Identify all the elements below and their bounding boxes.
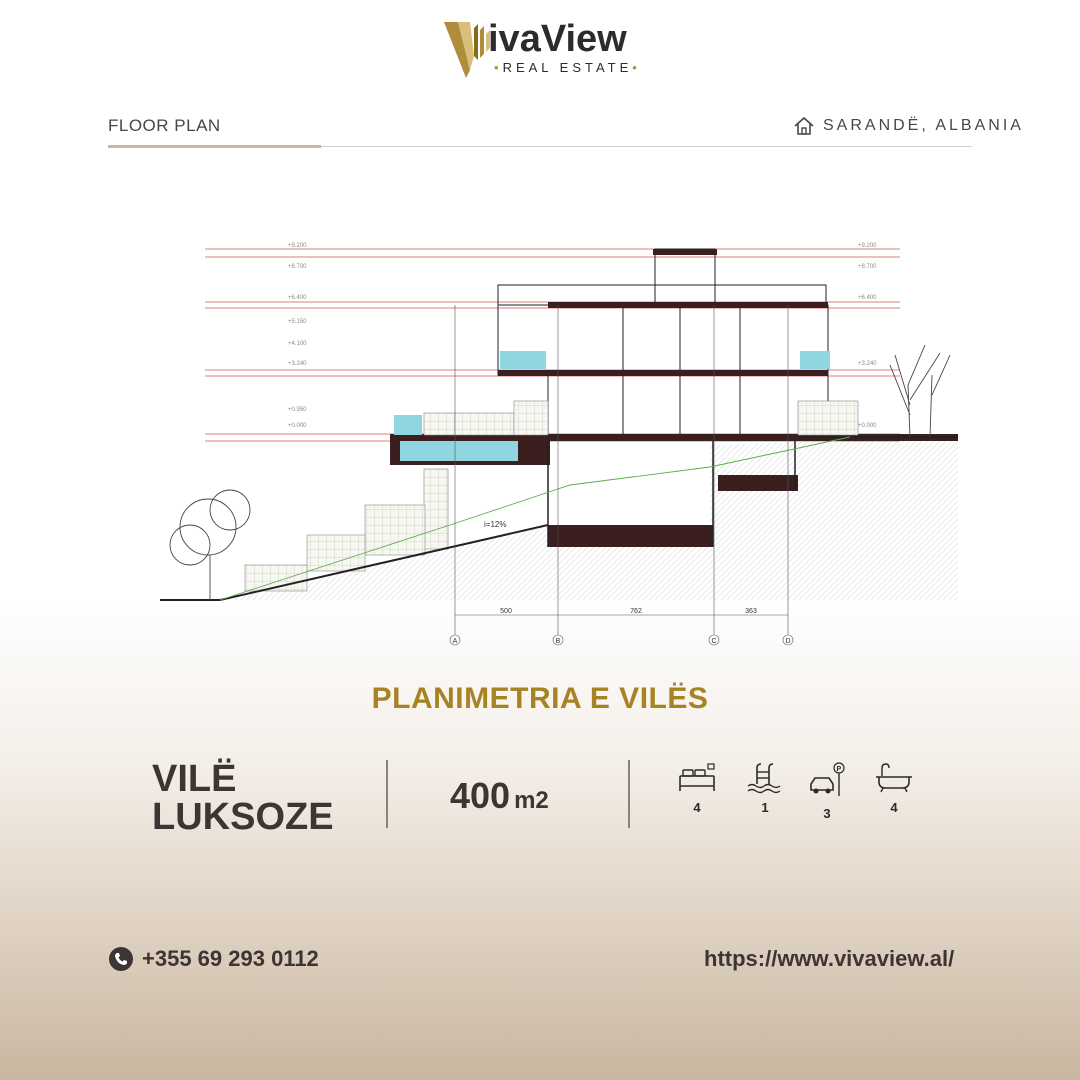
property-name-line1: VILË <box>152 758 237 800</box>
amenity-bathrooms <box>864 762 924 815</box>
svg-text:+3.240: +3.240 <box>288 361 307 367</box>
bedroom-count: 4 <box>693 800 701 815</box>
brand-subtitle: •REAL ESTATE• <box>494 60 641 75</box>
parking-icon <box>807 762 847 800</box>
amenity-parking <box>797 762 857 821</box>
axis-label: B <box>555 638 561 645</box>
svg-text:P: P <box>836 766 842 773</box>
svg-text:+8.700: +8.700 <box>858 264 877 270</box>
svg-text:+0.000: +0.000 <box>288 423 307 429</box>
svg-text:+3.240: +3.240 <box>858 361 877 367</box>
location <box>793 116 1024 136</box>
brand-name: ivaView <box>488 18 627 60</box>
location-text: SARANDË, ALBANIA <box>823 117 1024 134</box>
svg-text:+6.400: +6.400 <box>288 295 307 301</box>
amenity-pools <box>735 762 795 815</box>
website-link[interactable]: https://www.vivaview.al/ <box>704 946 955 971</box>
svg-text:+8.700: +8.700 <box>288 264 307 270</box>
bed-icon <box>677 762 717 794</box>
svg-text:+4.100: +4.100 <box>288 341 307 347</box>
section-label: FLOOR PLAN <box>108 116 221 135</box>
axis-label: A <box>452 638 458 645</box>
dimension-label: 500 <box>500 608 512 615</box>
amenity-bedrooms <box>667 762 727 815</box>
header-divider-accent <box>108 145 321 148</box>
pool-icon <box>745 762 785 794</box>
axis-label: D <box>785 638 791 645</box>
svg-text:+6.400: +6.400 <box>858 295 877 301</box>
svg-text:+9.200: +9.200 <box>858 243 877 249</box>
area-value: 400 <box>450 775 511 816</box>
area-unit: m2 <box>514 787 549 814</box>
dimension-label: 363 <box>745 608 757 615</box>
property-area <box>450 775 549 817</box>
spec-divider <box>386 760 388 828</box>
logo-v-mark-icon <box>444 20 492 78</box>
phone-contact[interactable] <box>108 946 319 972</box>
spec-divider <box>628 760 630 828</box>
property-name-line2: LUKSOZE <box>152 796 334 838</box>
floor-plan-drawing <box>150 205 970 660</box>
axis-label: C <box>711 638 717 645</box>
phone-icon <box>108 946 134 972</box>
slope-label: i=12% <box>484 520 507 529</box>
svg-text:+5.150: +5.150 <box>288 319 307 325</box>
svg-text:+0.950: +0.950 <box>288 407 307 413</box>
svg-text:+9.200: +9.200 <box>288 243 307 249</box>
dimension-label: 762 <box>630 608 642 615</box>
parking-count: 3 <box>823 806 831 821</box>
pool-count: 1 <box>761 800 769 815</box>
property-name <box>152 760 334 836</box>
plan-title: PLANIMETRIA E VILËS <box>371 682 709 715</box>
brand-logo <box>0 14 1080 84</box>
home-icon <box>793 116 815 136</box>
bathroom-count: 4 <box>890 800 898 815</box>
phone-number[interactable]: +355 69 293 0112 <box>142 946 319 971</box>
svg-text:+0.000: +0.000 <box>858 423 877 429</box>
bathtub-icon <box>874 762 914 794</box>
